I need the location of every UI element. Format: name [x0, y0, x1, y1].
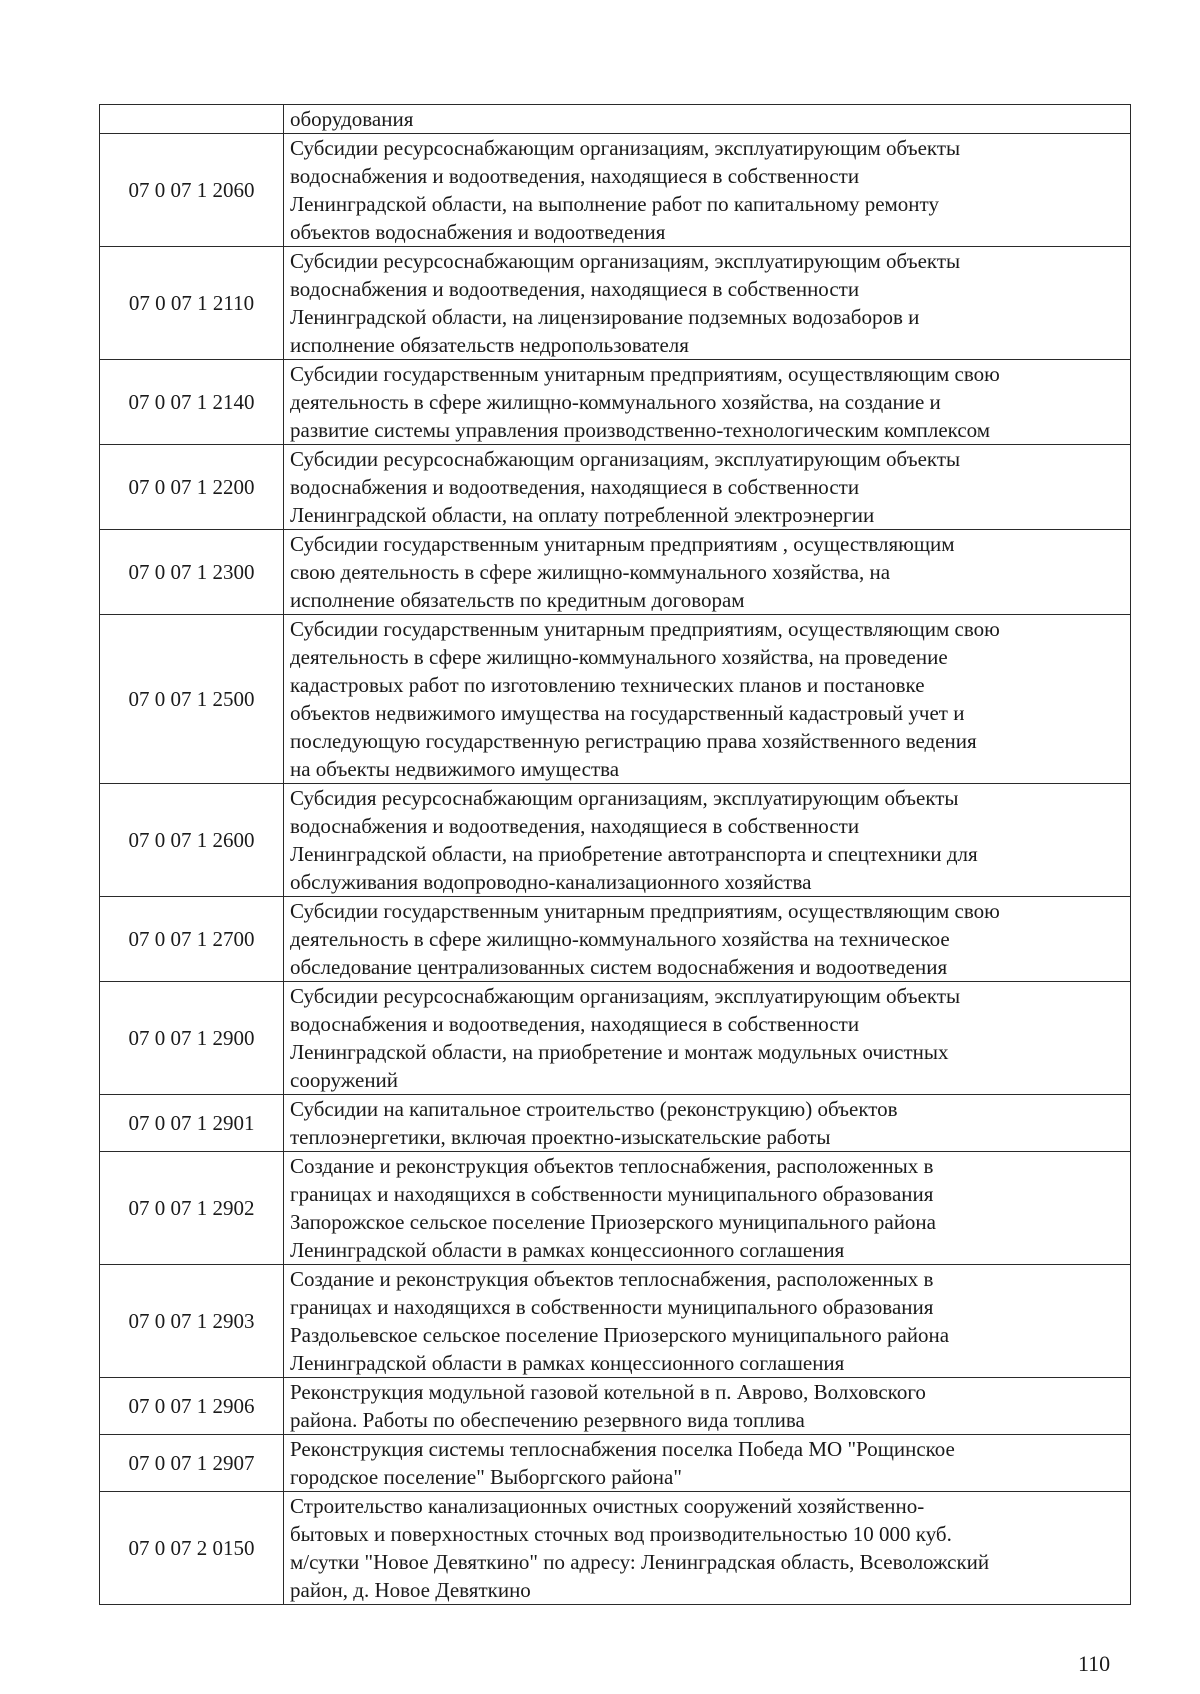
- budget-code-cell: 07 0 07 1 2600: [100, 784, 284, 897]
- description-line: м/сутки "Новое Девяткино" по адресу: Ленинградская область, Всеволожский: [290, 1550, 990, 1574]
- description-line: Ленинградской области, на оплату потребленной электроэнергии: [290, 503, 875, 527]
- table-row: [100, 1378, 1131, 1435]
- description-cell: [284, 360, 1131, 445]
- description-cell: [284, 982, 1131, 1095]
- description-line: Субсидия ресурсоснабжающим организациям, эксплуатирующим объекты: [290, 786, 959, 810]
- budget-code-cell: 07 0 07 1 2500: [100, 615, 284, 784]
- table-row: [100, 784, 1131, 897]
- description-line: Ленинградской области, на выполнение работ по капитальному ремонту: [290, 192, 939, 216]
- table-row: [100, 445, 1131, 530]
- description-cell: [284, 1095, 1131, 1152]
- description-line: Создание и реконструкция объектов теплоснабжения, расположенных в: [290, 1267, 934, 1291]
- description-cell: [284, 445, 1131, 530]
- budget-code-cell: 07 0 07 1 2900: [100, 982, 284, 1095]
- description-line: водоснабжения и водоотведения, находящиеся в собственности: [290, 1012, 860, 1036]
- budget-code-cell: 07 0 07 1 2902: [100, 1152, 284, 1265]
- description-cell: [284, 530, 1131, 615]
- description-line: исполнение обязательств по кредитным договорам: [290, 588, 745, 612]
- budget-code-cell: 07 0 07 1 2906: [100, 1378, 284, 1435]
- description-cell: [284, 247, 1131, 360]
- description-line: на объекты недвижимого имущества: [290, 757, 620, 781]
- description-cell: [284, 615, 1131, 784]
- budget-code-cell: 07 0 07 1 2060: [100, 134, 284, 247]
- table-row: [100, 360, 1131, 445]
- table-row: [100, 1435, 1131, 1492]
- description-cell: [284, 1492, 1131, 1605]
- description-line: деятельность в сфере жилищно-коммунального хозяйства, на проведение: [290, 645, 948, 669]
- table-row: [100, 1095, 1131, 1152]
- table-body: [100, 105, 1131, 1605]
- budget-code-cell: 07 0 07 1 2200: [100, 445, 284, 530]
- description-line: развитие системы управления производственно-технологическим комплексом: [290, 418, 991, 442]
- description-line: Субсидии государственным унитарным предприятиям, осуществляющим свою: [290, 362, 1000, 386]
- description-line: бытовых и поверхностных сточных вод производительностью 10 000 куб.: [290, 1522, 952, 1546]
- description-line: границах и находящихся в собственности муниципального образования: [290, 1295, 934, 1319]
- description-cell: [284, 134, 1131, 247]
- description-line: объектов водоснабжения и водоотведения: [290, 220, 666, 244]
- description-line: Субсидии государственным унитарным предприятиям, осуществляющим свою: [290, 899, 1000, 923]
- description-line: район, д. Новое Девяткино: [290, 1578, 531, 1602]
- budget-code-cell: 07 0 07 1 2300: [100, 530, 284, 615]
- description-line: Субсидии государственным унитарным предприятиям, осуществляющим свою: [290, 617, 1000, 641]
- description-line: обследование централизованных систем водоснабжения и водоотведения: [290, 955, 948, 979]
- description-line: исполнение обязательств недропользователя: [290, 333, 689, 357]
- description-line: границах и находящихся в собственности муниципального образования: [290, 1182, 934, 1206]
- budget-code-cell: 07 0 07 1 2140: [100, 360, 284, 445]
- description-line: Ленинградской области в рамках концессионного соглашения: [290, 1238, 845, 1262]
- budget-code-cell: 07 0 07 1 2700: [100, 897, 284, 982]
- description-cell: [284, 1435, 1131, 1492]
- description-line: водоснабжения и водоотведения, находящиеся в собственности: [290, 475, 860, 499]
- description-line: Реконструкция модульной газовой котельной в п. Аврово, Волховского: [290, 1380, 926, 1404]
- description-line: Ленинградской области, на лицензирование подземных водозаборов и: [290, 305, 920, 329]
- description-line: Субсидии ресурсоснабжающим организациям, эксплуатирующим объекты: [290, 984, 961, 1008]
- description-cell: [284, 1378, 1131, 1435]
- description-line: Ленинградской области в рамках концессионного соглашения: [290, 1351, 845, 1375]
- table-row: [100, 1492, 1131, 1605]
- description-cell: [284, 784, 1131, 897]
- description-line: кадастровых работ по изготовлению технических планов и постановке: [290, 673, 925, 697]
- budget-code-cell: 07 0 07 2 0150: [100, 1492, 284, 1605]
- table-row: [100, 615, 1131, 784]
- budget-code-cell: 07 0 07 1 2903: [100, 1265, 284, 1378]
- description-cell: [284, 1152, 1131, 1265]
- budget-code-cell: [100, 105, 284, 134]
- description-line: деятельность в сфере жилищно-коммунального хозяйства, на создание и: [290, 390, 941, 414]
- description-line: оборудования: [290, 107, 414, 131]
- description-line: Запорожское сельское поселение Приозерского муниципального района: [290, 1210, 936, 1234]
- description-line: Субсидии на капитальное строительство (реконструкцию) объектов: [290, 1097, 898, 1121]
- description-cell: [284, 897, 1131, 982]
- description-line: городское поселение" Выборгского района": [290, 1465, 682, 1489]
- description-line: района. Работы по обеспечению резервного вида топлива: [290, 1408, 805, 1432]
- description-line: объектов недвижимого имущества на государственный кадастровый учет и: [290, 701, 965, 725]
- table-row: [100, 530, 1131, 615]
- description-line: Субсидии ресурсоснабжающим организациям, эксплуатирующим объекты: [290, 447, 961, 471]
- description-line: Строительство канализационных очистных сооружений хозяйственно-: [290, 1494, 925, 1518]
- description-line: водоснабжения и водоотведения, находящиеся в собственности: [290, 164, 860, 188]
- description-line: теплоэнергетики, включая проектно-изыскательские работы: [290, 1125, 831, 1149]
- description-line: Раздольевское сельское поселение Приозерского муниципального района: [290, 1323, 950, 1347]
- description-cell: [284, 1265, 1131, 1378]
- description-line: последующую государственную регистрацию права хозяйственного ведения: [290, 729, 977, 753]
- table-row: [100, 1152, 1131, 1265]
- budget-code-cell: 07 0 07 1 2110: [100, 247, 284, 360]
- table-row: [100, 105, 1131, 134]
- description-line: сооружений: [290, 1068, 399, 1092]
- description-line: Субсидии ресурсоснабжающим организациям, эксплуатирующим объекты: [290, 249, 961, 273]
- description-line: Ленинградской области, на приобретение и монтаж модульных очистных: [290, 1040, 949, 1064]
- budget-code-cell: 07 0 07 1 2901: [100, 1095, 284, 1152]
- description-line: Субсидии государственным унитарным предприятиям , осуществляющим: [290, 532, 955, 556]
- description-line: Субсидии ресурсоснабжающим организациям, эксплуатирующим объекты: [290, 136, 961, 160]
- table-row: [100, 982, 1131, 1095]
- description-line: водоснабжения и водоотведения, находящиеся в собственности: [290, 277, 860, 301]
- table-row: [100, 134, 1131, 247]
- budget-codes-table: [99, 104, 1131, 1605]
- description-line: Реконструкция системы теплоснабжения поселка Победа МО "Рощинское: [290, 1437, 955, 1461]
- description-line: водоснабжения и водоотведения, находящиеся в собственности: [290, 814, 860, 838]
- table-row: [100, 1265, 1131, 1378]
- budget-code-cell: 07 0 07 1 2907: [100, 1435, 284, 1492]
- description-line: деятельность в сфере жилищно-коммунального хозяйства на техническое: [290, 927, 950, 951]
- description-line: свою деятельность в сфере жилищно-коммунального хозяйства, на: [290, 560, 891, 584]
- table-row: [100, 247, 1131, 360]
- description-line: Ленинградской области, на приобретение автотранспорта и спецтехники для: [290, 842, 978, 866]
- description-cell: [284, 105, 1131, 134]
- description-line: обслуживания водопроводно-канализационного хозяйства: [290, 870, 812, 894]
- page-number: 110: [1078, 1651, 1111, 1676]
- table-row: [100, 897, 1131, 982]
- description-line: Создание и реконструкция объектов теплоснабжения, расположенных в: [290, 1154, 934, 1178]
